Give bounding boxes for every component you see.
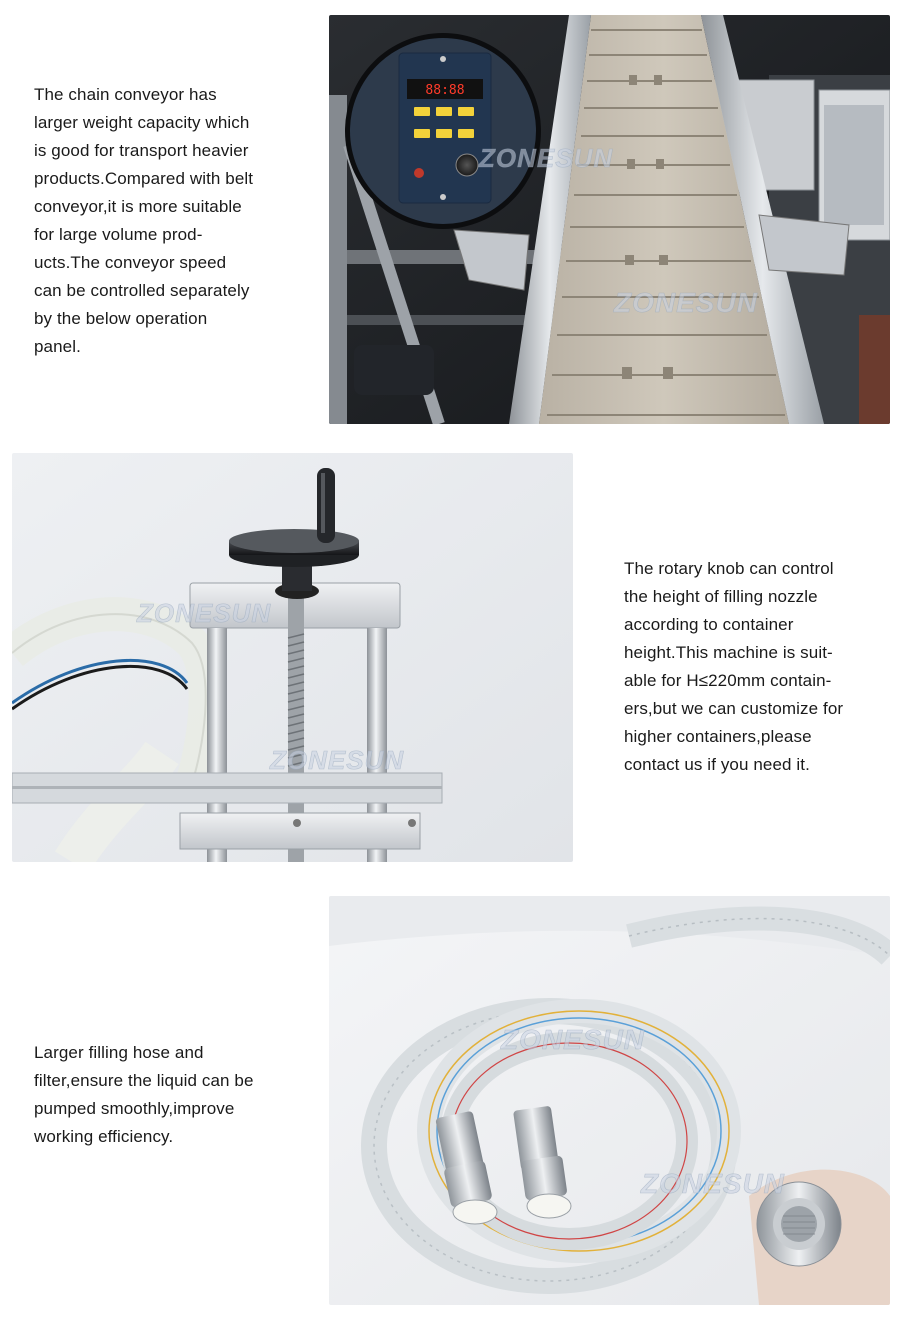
text-line: can be controlled separately — [34, 281, 250, 300]
watermark-text: ZONESUN — [137, 598, 272, 628]
watermark-text: ZONESUN — [270, 745, 405, 775]
watermark-text: ZONESUN — [614, 287, 758, 318]
panel-display-readout: 88:88 — [425, 83, 465, 98]
text-line: products.Compared with belt — [34, 169, 254, 188]
text-line: larger weight capacity which — [34, 113, 250, 132]
watermark-text: ZONESUN — [479, 143, 614, 173]
text-line: higher containers,please — [624, 727, 812, 746]
text-line: conveyor,it is more suitable — [34, 197, 242, 216]
rotary-knob-description — [624, 555, 843, 779]
rotary-knob-photo — [12, 453, 573, 862]
text-line: height.This machine is suit- — [624, 643, 833, 662]
conveyor-description — [34, 81, 253, 361]
text-line: able for H≤220mm contain- — [624, 671, 832, 690]
text-line: working efficiency. — [34, 1127, 174, 1146]
text-line: filter,ensure the liquid can be — [34, 1071, 254, 1090]
text-line: by the below operation — [34, 309, 208, 328]
section-rotary-knob — [0, 440, 900, 880]
filling-hose-description — [34, 1039, 254, 1151]
section-filling-hose — [0, 880, 900, 1336]
text-line: Larger filling hose and — [34, 1043, 204, 1062]
text-line: according to container — [624, 615, 794, 634]
watermark-text: ZONESUN — [501, 1024, 645, 1055]
text-line: for large volume prod- — [34, 225, 203, 244]
text-line: contact us if you need it. — [624, 755, 810, 774]
text-line: panel. — [34, 337, 81, 356]
text-line: ers,but we can customize for — [624, 699, 844, 718]
text-line: the height of filling nozzle — [624, 587, 818, 606]
text-line: pumped smoothly,improve — [34, 1099, 235, 1118]
text-line: is good for transport heavier — [34, 141, 249, 160]
section-chain-conveyor — [0, 0, 900, 440]
filling-hose-photo — [329, 896, 890, 1305]
text-line: The rotary knob can control — [624, 559, 834, 578]
text-line: ucts.The conveyor speed — [34, 253, 227, 272]
chain-conveyor-photo — [329, 15, 890, 424]
watermark-text: ZONESUN — [641, 1168, 785, 1199]
text-line: The chain conveyor has — [34, 85, 217, 104]
